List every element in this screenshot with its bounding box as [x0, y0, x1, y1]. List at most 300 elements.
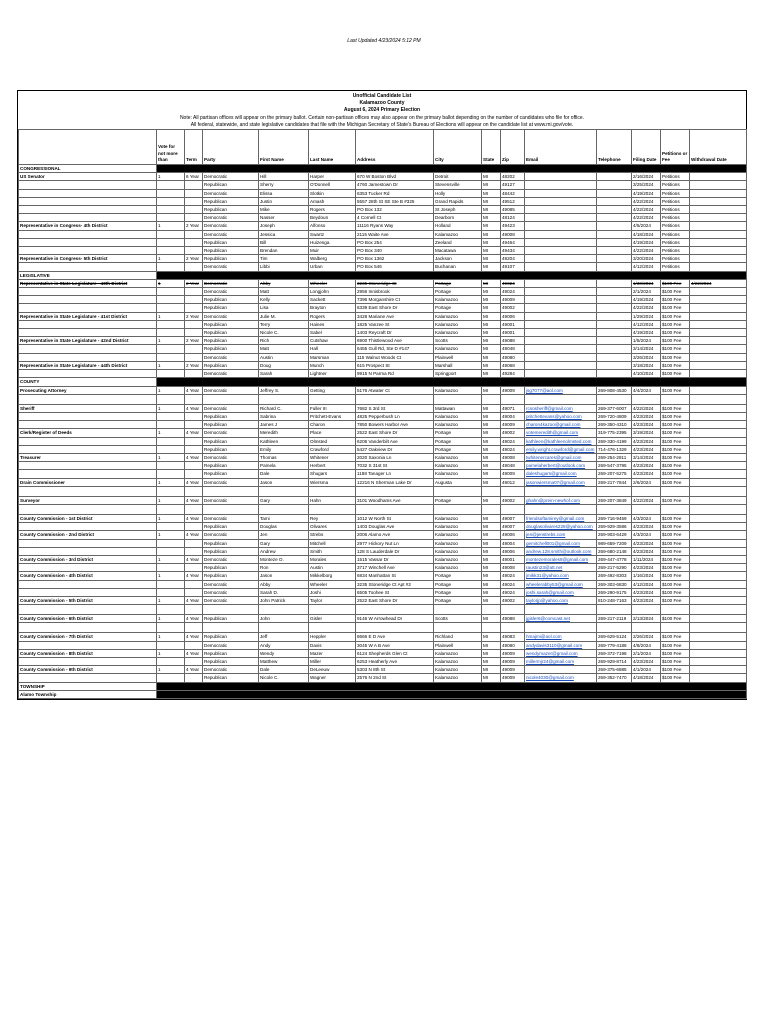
- last-name-cell: Brayton: [309, 304, 356, 312]
- zip-cell: 49002: [501, 496, 525, 504]
- office-cell: [19, 462, 157, 470]
- column-header-last-name: Last Name: [309, 130, 356, 165]
- petitions-fee-cell: $100 Fee: [661, 453, 690, 461]
- term-cell: 6 Year: [185, 173, 203, 181]
- first-name-cell: Mike: [259, 206, 309, 214]
- term-cell: 4 Year: [185, 615, 203, 623]
- vote-for-cell: 1: [157, 361, 185, 369]
- zip-cell: 48124: [501, 214, 525, 222]
- office-cell: [19, 412, 157, 420]
- last-name-cell: Marsman: [309, 353, 356, 361]
- column-header-state: State: [482, 130, 501, 165]
- last-name-cell: Longjohn: [309, 288, 356, 296]
- first-name-cell: Brendan: [259, 247, 309, 255]
- email-cell[interactable]: raustin23@att.net: [525, 564, 597, 572]
- email-cell: [525, 666, 597, 674]
- address-cell: 7850 Bowers Harbor Ave: [356, 421, 434, 429]
- vote-for-cell: [157, 564, 185, 572]
- city-cell: Kalamazoo: [434, 523, 482, 531]
- city-cell: Kalamazoo: [434, 564, 482, 572]
- office-cell: [19, 329, 157, 337]
- telephone-cell: [597, 345, 632, 353]
- petitions-fee-cell: Petitions: [661, 263, 690, 271]
- withdrawal-date-cell: [690, 666, 747, 674]
- email-cell[interactable]: friendsoftamirey@gmail.com: [525, 514, 597, 522]
- filing-date-cell: 2/16/2024: [632, 173, 661, 181]
- candidate-row: [19, 666, 747, 674]
- filing-date-cell: 4/22/2024: [632, 214, 661, 222]
- withdrawal-date-cell: [690, 580, 747, 588]
- address-cell: 6206 Vanderbilt Ave: [356, 437, 434, 445]
- office-cell: County Commission - 1st District: [19, 514, 157, 522]
- telephone-cell: 269-330-4199: [597, 437, 632, 445]
- last-name-cell: Morales: [309, 555, 356, 563]
- spacer-cell: [259, 394, 309, 404]
- candidate-row: [19, 588, 747, 596]
- spacer-cell: [203, 605, 259, 615]
- term-cell: [185, 238, 203, 246]
- telephone-cell: 269-492-8303: [597, 572, 632, 580]
- party-cell: Republican: [203, 206, 259, 214]
- last-name-cell: Getting: [309, 386, 356, 394]
- party-cell: Republican: [203, 421, 259, 429]
- city-cell: Detroit: [434, 173, 482, 181]
- email-cell[interactable]: gemitchell001@gmail.com: [525, 539, 597, 547]
- last-name-cell: Walberg: [309, 255, 356, 263]
- office-cell: County Commission - 8th District: [19, 649, 157, 657]
- first-name-cell: Meredith: [259, 429, 309, 437]
- office-cell: Prosecuting Attorney: [19, 386, 157, 394]
- withdrawal-date-cell: [690, 386, 747, 394]
- address-cell: 6834 Manhattan St: [356, 572, 434, 580]
- zip-cell: 49004: [501, 412, 525, 420]
- withdrawal-date-cell: [690, 345, 747, 353]
- email-cell[interactable]: andrew.128.smith@outlook.com: [525, 547, 597, 555]
- spacer-row: [19, 623, 747, 633]
- zip-cell: 49107: [501, 263, 525, 271]
- zip-cell: 49012: [501, 478, 525, 486]
- section-row: [19, 378, 747, 386]
- petitions-fee-cell: $100 Fee: [661, 445, 690, 453]
- first-name-cell: Dale: [259, 666, 309, 674]
- city-cell: Kalamazoo: [434, 320, 482, 328]
- state-cell: MI: [482, 666, 501, 674]
- candidate-row: [19, 222, 747, 230]
- zip-cell: 49024: [501, 572, 525, 580]
- party-cell: Democratic: [203, 531, 259, 539]
- filing-date-cell: 1/29/2024: [632, 312, 661, 320]
- spacer-cell: [356, 605, 434, 615]
- spacer-cell: [434, 394, 482, 404]
- address-cell: PO Box 254: [356, 238, 434, 246]
- party-cell: Republican: [203, 649, 259, 657]
- candidate-row: [19, 596, 747, 604]
- section-bar: [157, 690, 747, 698]
- vote-for-cell: [157, 197, 185, 205]
- petitions-fee-cell: $100 Fee: [661, 320, 690, 328]
- vote-for-cell: [157, 674, 185, 682]
- filing-date-cell: 4/3/2024: [632, 514, 661, 522]
- state-cell: MI: [482, 462, 501, 470]
- withdrawal-date-cell: [690, 514, 747, 522]
- vote-for-cell: 1: [157, 429, 185, 437]
- email-cell[interactable]: joshi.sarah@gmail.com: [525, 588, 597, 596]
- term-cell: 4 Year: [185, 496, 203, 504]
- city-cell: Richland: [434, 633, 482, 641]
- withdrawal-date-cell: [690, 304, 747, 312]
- term-cell: [185, 641, 203, 649]
- email-cell[interactable]: twhitenercares@gmail.com: [525, 453, 597, 461]
- first-name-cell: Elissa: [259, 189, 309, 197]
- spacer-cell: [259, 605, 309, 615]
- vote-for-cell: [157, 238, 185, 246]
- email-cell[interactable]: andydavis3110@gmail.com: [525, 641, 597, 649]
- last-name-cell: Place: [309, 429, 356, 437]
- vote-for-cell: [157, 304, 185, 312]
- address-cell: 7396 Morganshire Ct: [356, 296, 434, 304]
- candidate-row: [19, 555, 747, 563]
- spacer-cell: [690, 605, 747, 615]
- email-cell[interactable]: wheelerabby53@gmail.com: [525, 580, 597, 588]
- email-cell[interactable]: emily.wright.crawford@gmail.com: [525, 445, 597, 453]
- zip-cell: 49009: [501, 657, 525, 665]
- column-header-withdrawal-date: Withdrawal Date: [690, 130, 747, 165]
- state-cell: MI: [482, 206, 501, 214]
- party-cell: Democratic: [203, 404, 259, 412]
- vote-for-cell: [157, 320, 185, 328]
- first-name-cell: Dale: [259, 470, 309, 478]
- term-cell: [185, 181, 203, 189]
- filing-date-cell: 4/1/2024: [632, 666, 661, 674]
- address-cell: 1012 W North St: [356, 514, 434, 522]
- party-cell: Republican: [203, 572, 259, 580]
- vote-for-cell: [157, 189, 185, 197]
- filing-date-cell: 1/5/2024: [632, 337, 661, 345]
- telephone-cell: [597, 214, 632, 222]
- email-cell[interactable]: millermjr24@gmail.com: [525, 657, 597, 665]
- state-cell: MI: [482, 345, 501, 353]
- zip-cell: 49002: [501, 429, 525, 437]
- withdrawal-date-cell: [690, 214, 747, 222]
- address-cell: 3045 W A B Ave: [356, 641, 434, 649]
- column-header-telephone: Telephone: [597, 130, 632, 165]
- address-cell: 7032 S 31st St: [356, 462, 434, 470]
- candidate-row: [19, 238, 747, 246]
- email-cell[interactable]: pamelaherbert@outlook.com: [525, 462, 597, 470]
- last-name-cell: Alfonso: [309, 222, 356, 230]
- telephone-cell: [597, 222, 632, 230]
- office-cell: [19, 421, 157, 429]
- party-cell: Democratic: [203, 496, 259, 504]
- candidate-row: [19, 279, 747, 287]
- address-cell: 8666 E D Ave: [356, 633, 434, 641]
- first-name-cell: Libbi: [259, 263, 309, 271]
- column-header-term: Term: [185, 130, 203, 165]
- filing-date-cell: 4/19/2024: [632, 238, 661, 246]
- petitions-fee-cell: $100 Fee: [661, 462, 690, 470]
- last-name-cell: Austin: [309, 564, 356, 572]
- office-cell: Representative in State Legislature - 42nd District: [19, 337, 157, 345]
- last-name-cell: Shugars: [309, 470, 356, 478]
- candidate-row: [19, 337, 747, 345]
- vote-for-cell: [157, 437, 185, 445]
- city-cell: Portage: [434, 288, 482, 296]
- section-label: COUNTY: [19, 378, 157, 386]
- candidate-row: [19, 214, 747, 222]
- telephone-cell: [597, 361, 632, 369]
- withdrawal-date-cell: [690, 370, 747, 378]
- email-cell: [525, 329, 597, 337]
- term-cell: [185, 329, 203, 337]
- party-cell: Democratic: [203, 230, 259, 238]
- party-cell: Republican: [203, 539, 259, 547]
- email-cell[interactable]: taylorjp@yahoo.com: [525, 596, 597, 604]
- column-header-email: Email: [525, 130, 597, 165]
- spacer-row: [19, 486, 747, 496]
- spacer-cell: [632, 486, 661, 496]
- address-cell: 9146 W Arrowhead Dr: [356, 615, 434, 623]
- vote-for-cell: [157, 412, 185, 420]
- zip-cell: 49002: [501, 596, 525, 604]
- last-name-cell: Gisler: [309, 615, 356, 623]
- telephone-cell: [597, 197, 632, 205]
- spacer-cell: [690, 486, 747, 496]
- email-cell[interactable]: pritchettevans@yahoo.com: [525, 412, 597, 420]
- section-bar: [157, 271, 747, 279]
- address-cell: 2522 East Shore Dr: [356, 596, 434, 604]
- email-cell[interactable]: jgisler6@comcast.net: [525, 615, 597, 623]
- state-cell: MI: [482, 312, 501, 320]
- party-cell: Republican: [203, 462, 259, 470]
- email-cell[interactable]: montezemorales8@gmail.com: [525, 555, 597, 563]
- first-name-cell: Douglas: [259, 523, 309, 531]
- spacer-cell: [690, 394, 747, 404]
- address-cell: 670 W Boston Blvd: [356, 173, 434, 181]
- first-name-cell: Nicole C.: [259, 674, 309, 682]
- telephone-cell: 269-720-4809: [597, 412, 632, 420]
- office-cell: [19, 345, 157, 353]
- email-cell[interactable]: wendymazer@gmail.com: [525, 649, 597, 657]
- address-cell: 3235 Stoneridge Ct: [356, 279, 434, 287]
- candidate-row: [19, 197, 747, 205]
- vote-for-cell: [157, 421, 185, 429]
- office-cell: [19, 539, 157, 547]
- filing-date-cell: 4/10/2024: [632, 370, 661, 378]
- email-cell[interactable]: jsg7077@aol.com: [525, 386, 597, 394]
- last-name-cell: Slotkin: [309, 189, 356, 197]
- vote-for-cell: 1: [157, 572, 185, 580]
- city-cell: Kalamazoo: [434, 666, 482, 674]
- candidate-row: [19, 649, 747, 657]
- spacer-cell: [309, 486, 356, 496]
- office-cell: Surveyor: [19, 496, 157, 504]
- zip-cell: 49009: [501, 421, 525, 429]
- email-cell[interactable]: jen@jenstrebs.com: [525, 531, 597, 539]
- telephone-cell: [597, 329, 632, 337]
- petitions-fee-cell: $100 Fee: [661, 588, 690, 596]
- telephone-cell: 269-254-2811: [597, 453, 632, 461]
- city-cell: Portage: [434, 496, 482, 504]
- first-name-cell: Tami: [259, 514, 309, 522]
- first-name-cell: Kathleen: [259, 437, 309, 445]
- state-cell: MI: [482, 412, 501, 420]
- withdrawal-date-cell: [690, 641, 747, 649]
- email-cell[interactable]: nicole4030@gmail.com: [525, 674, 597, 682]
- address-cell: 2956 Innisbrook: [356, 288, 434, 296]
- vote-for-cell: 1: [157, 279, 185, 287]
- first-name-cell: Sherry: [259, 181, 309, 189]
- vote-for-cell: [157, 206, 185, 214]
- telephone-cell: 269-217-7844: [597, 478, 632, 486]
- spacer-cell: [157, 623, 185, 633]
- city-cell: Portage: [434, 580, 482, 588]
- vote-for-cell: 1: [157, 478, 185, 486]
- withdrawal-date-cell: [690, 429, 747, 437]
- city-cell: Kalamazoo: [434, 230, 482, 238]
- telephone-cell: [597, 238, 632, 246]
- email-cell: [525, 353, 597, 361]
- vote-for-cell: 1: [157, 312, 185, 320]
- telephone-cell: [597, 296, 632, 304]
- term-cell: 4 Year: [185, 531, 203, 539]
- spacer-cell: [597, 623, 632, 633]
- vote-for-cell: [157, 181, 185, 189]
- spacer-cell: [632, 623, 661, 633]
- email-cell[interactable]: charon4kazoo@gmail.com: [525, 421, 597, 429]
- office-cell: [19, 189, 157, 197]
- email-cell[interactable]: ghahn@prein-newhof.com: [525, 496, 597, 504]
- city-cell: Kalamazoo: [434, 539, 482, 547]
- email-cell[interactable]: jmikk31@yahoo.com: [525, 572, 597, 580]
- address-cell: 6353 Tucker Rd: [356, 189, 434, 197]
- office-cell: Drain Commissioner: [19, 478, 157, 486]
- withdrawal-date-cell: [690, 437, 747, 445]
- zip-cell: 48202: [501, 173, 525, 181]
- office-cell: Treasurer: [19, 453, 157, 461]
- email-cell: [525, 345, 597, 353]
- spacer-cell: [203, 623, 259, 633]
- office-cell: [19, 564, 157, 572]
- address-cell: 3235 Stoneridge Ct Apt #2: [356, 580, 434, 588]
- office-cell: [19, 547, 157, 555]
- withdrawal-date-cell: [690, 230, 747, 238]
- petitions-fee-cell: $100 Fee: [661, 633, 690, 641]
- filing-date-cell: 4/8/2024: [632, 641, 661, 649]
- office-cell: [19, 206, 157, 214]
- term-cell: 4 Year: [185, 555, 203, 563]
- first-name-cell: Julie M.: [259, 312, 309, 320]
- state-cell: MI: [482, 173, 501, 181]
- filing-date-cell: 3/20/2024: [632, 255, 661, 263]
- telephone-cell: 269-352-7470: [597, 674, 632, 682]
- first-name-cell: Sarah D.: [259, 588, 309, 596]
- city-cell: Stevensville: [434, 181, 482, 189]
- email-cell: [525, 230, 597, 238]
- petitions-fee-cell: $100 Fee: [661, 657, 690, 665]
- petitions-fee-cell: Petitions: [661, 181, 690, 189]
- withdrawal-date-cell: [690, 453, 747, 461]
- city-cell: Macatawa: [434, 247, 482, 255]
- email-cell[interactable]: hmajmi@aol.com: [525, 633, 597, 641]
- filing-date-cell: 4/23/2024: [632, 564, 661, 572]
- address-cell: 2576 N 2nd St: [356, 674, 434, 682]
- telephone-cell: 319-775-2395: [597, 429, 632, 437]
- party-cell: Democratic: [203, 429, 259, 437]
- address-cell: 3717 Winchell Ave: [356, 564, 434, 572]
- party-cell: Democratic: [203, 353, 259, 361]
- email-cell[interactable]: rcsosheriff@gmail.com: [525, 404, 597, 412]
- state-cell: MI: [482, 247, 501, 255]
- candidate-row: [19, 304, 747, 312]
- telephone-cell: 269-716-9459: [597, 514, 632, 522]
- telephone-cell: [597, 181, 632, 189]
- spacer-cell: [434, 504, 482, 514]
- candidate-row: [19, 657, 747, 665]
- city-cell: Kalamazoo: [434, 412, 482, 420]
- withdrawal-date-cell: [690, 263, 747, 271]
- vote-for-cell: 1: [157, 173, 185, 181]
- zip-cell: 49083: [501, 633, 525, 641]
- term-cell: [185, 206, 203, 214]
- first-name-cell: Richard C.: [259, 404, 309, 412]
- term-cell: [185, 263, 203, 271]
- email-cell[interactable]: votemeredith@gmail.com: [525, 429, 597, 437]
- state-cell: MI: [482, 453, 501, 461]
- section-label: Alamo Township: [19, 690, 157, 698]
- term-cell: [185, 345, 203, 353]
- zip-cell: 49088: [501, 615, 525, 623]
- withdrawal-date-cell: [690, 478, 747, 486]
- office-cell: [19, 588, 157, 596]
- party-cell: Democratic: [203, 370, 259, 378]
- address-cell: PO Box 1362: [356, 255, 434, 263]
- office-cell: Clerk/Register of Deeds: [19, 429, 157, 437]
- filing-date-cell: 3/14/2024: [632, 453, 661, 461]
- first-name-cell: Monteze O.: [259, 555, 309, 563]
- party-cell: Democratic: [203, 588, 259, 596]
- term-cell: [185, 288, 203, 296]
- candidate-row: [19, 615, 747, 623]
- party-cell: Republican: [203, 633, 259, 641]
- spacer-cell: [482, 605, 501, 615]
- first-name-cell: Abby: [259, 279, 309, 287]
- zip-cell: 49464: [501, 238, 525, 246]
- city-cell: Scotts: [434, 337, 482, 345]
- filing-date-cell: 4/22/2024: [632, 247, 661, 255]
- zip-cell: 49009: [501, 649, 525, 657]
- email-cell[interactable]: douglasolivares228@yahoo.com: [525, 523, 597, 531]
- withdrawal-date-cell: [690, 320, 747, 328]
- zip-cell: 49068: [501, 361, 525, 369]
- petitions-fee-cell: Petitions: [661, 214, 690, 222]
- email-cell[interactable]: kathleen@kathleenolmsted.com: [525, 437, 597, 445]
- email-cell: [525, 370, 597, 378]
- email-cell[interactable]: daleshugars@gmail.com: [525, 470, 597, 478]
- email-cell[interactable]: jasonwiersma07@gmail.com: [525, 478, 597, 486]
- withdrawal-date-cell: [690, 649, 747, 657]
- vote-for-cell: [157, 345, 185, 353]
- candidate-row: [19, 296, 747, 304]
- filing-date-cell: 4/23/2024: [632, 539, 661, 547]
- term-cell: [185, 657, 203, 665]
- zip-cell: 49006: [501, 547, 525, 555]
- term-cell: [185, 580, 203, 588]
- last-name-cell: Mitchell: [309, 539, 356, 547]
- withdrawal-date-cell: [690, 247, 747, 255]
- office-cell: [19, 247, 157, 255]
- telephone-cell: 810-248-7163: [597, 596, 632, 604]
- spacer-cell: [309, 504, 356, 514]
